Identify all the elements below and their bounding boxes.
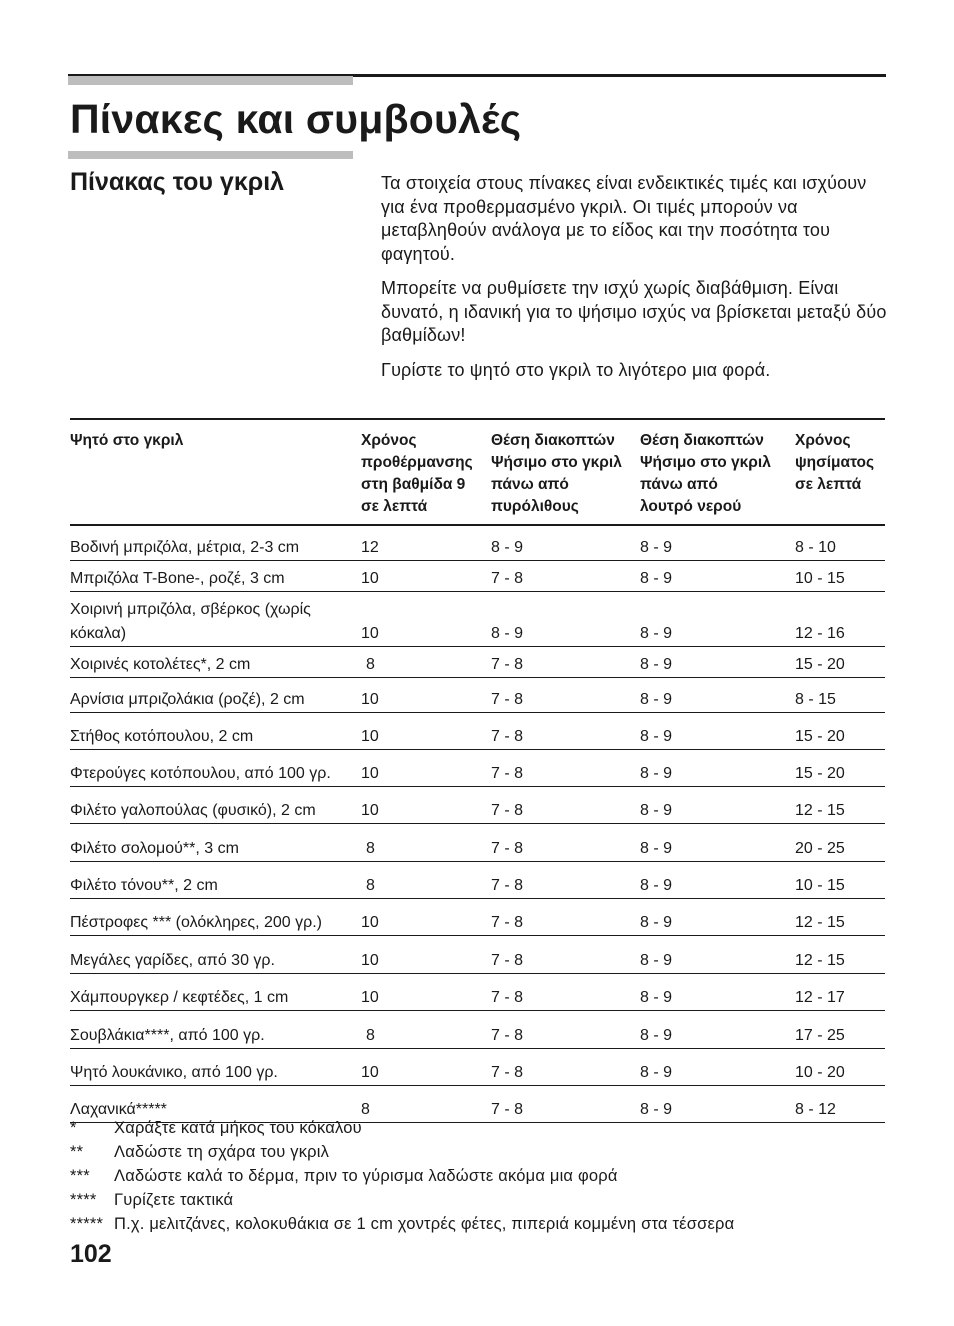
cell-preheat: 8 (366, 656, 375, 673)
cell-food: Χοιρινή μπριζόλα, σβέρκος (χωρίς κόκαλα) (70, 601, 311, 642)
table-header (70, 420, 885, 526)
header-water-bath-setting: Θέση διακοπτών Ψήσιμο στο γκριλ πάνω από λουτρό νερού (640, 432, 771, 515)
cell-lava-stone: 7 - 8 (491, 989, 524, 1006)
cell-preheat: 10 (361, 802, 379, 819)
cell-water-bath: 8 - 9 (640, 952, 673, 969)
footnotes (70, 1116, 890, 1236)
cell-preheat: 8 (366, 1027, 375, 1044)
cell-water-bath: 8 - 9 (640, 1064, 673, 1081)
table-row (70, 678, 885, 713)
table-row (70, 824, 885, 862)
table-row (70, 1011, 885, 1049)
cell-grill-time: 12 - 15 (795, 914, 845, 931)
table-row (70, 750, 885, 787)
top-accent-bar (68, 76, 353, 85)
cell-grill-time: 8 - 15 (795, 691, 836, 708)
footnote (70, 1164, 890, 1188)
cell-grill-time: 10 - 15 (795, 877, 845, 894)
footnote-mark: *** (70, 1167, 90, 1185)
cell-water-bath: 8 - 9 (640, 802, 673, 819)
intro-text (381, 172, 891, 393)
header-food: Ψητό στο γκριλ (70, 432, 184, 449)
table-row (70, 561, 885, 592)
cell-water-bath: 8 - 9 (640, 914, 673, 931)
table-row (70, 862, 885, 899)
cell-grill-time: 12 - 15 (795, 802, 845, 819)
page-title: Πίνακες και συμβουλές (70, 96, 522, 142)
cell-lava-stone: 7 - 8 (491, 914, 524, 931)
cell-water-bath: 8 - 9 (640, 570, 673, 587)
cell-food: Σουβλάκια****, από 100 γρ. (70, 1027, 265, 1044)
cell-water-bath: 8 - 9 (640, 765, 673, 782)
footnote-text: Λαδώστε καλά το δέρμα, πριν το γύρισμα λαδώστε ακόμα μια φορά (114, 1167, 618, 1185)
footnote (70, 1212, 890, 1236)
cell-preheat: 8 (366, 877, 375, 894)
cell-preheat: 10 (361, 914, 379, 931)
cell-food: Φιλέτο τόνου**, 2 cm (70, 877, 218, 894)
footnote-mark: ***** (70, 1215, 104, 1233)
cell-lava-stone: 7 - 8 (491, 1101, 524, 1118)
footnote-text: Π.χ. μελιτζάνες, κολοκυθάκια σε 1 cm χοντρές φέτες, πιπεριά κομμένη στα τέσσερα (114, 1215, 735, 1233)
cell-lava-stone: 7 - 8 (491, 1064, 524, 1081)
cell-preheat: 10 (361, 989, 379, 1006)
cell-grill-time: 15 - 20 (795, 765, 845, 782)
cell-preheat: 8 (361, 1101, 370, 1118)
cell-food: Μεγάλες γαρίδες, από 30 γρ. (70, 952, 275, 969)
grill-table (70, 418, 885, 1123)
cell-grill-time: 8 - 12 (795, 1101, 836, 1118)
table-row (70, 647, 885, 678)
cell-water-bath: 8 - 9 (640, 656, 673, 673)
cell-preheat: 10 (361, 691, 379, 708)
cell-grill-time: 12 - 16 (795, 625, 845, 642)
cell-grill-time: 15 - 20 (795, 728, 845, 745)
cell-food: Φιλέτο γαλοπούλας (φυσικό), 2 cm (70, 802, 316, 819)
cell-preheat: 10 (361, 1064, 379, 1081)
intro-paragraph: Μπορείτε να ρυθμίσετε την ισχύ χωρίς διαβάθμιση. Είναι δυνατό, η ιδανική για το ψήσιμο ισχύς να βρίσκεται μεταξύ δύο βαθμίδων! (381, 278, 887, 345)
intro-paragraph: Τα στοιχεία στους πίνακες είναι ενδεικτικές τιμές και ισχύουν για ένα προθερμασμένο γκριλ. Οι τιμές μπορούν να μεταβληθούν ανάλογα με το είδος και την ποσότητα του φαγητού. (381, 173, 867, 264)
cell-food: Πέστροφες *** (ολόκληρες, 200 γρ.) (70, 914, 322, 931)
cell-food: Ψητό λουκάνικο, από 100 γρ. (70, 1064, 278, 1081)
cell-grill-time: 12 - 15 (795, 952, 845, 969)
cell-water-bath: 8 - 9 (640, 989, 673, 1006)
cell-grill-time: 10 - 15 (795, 570, 845, 587)
cell-preheat: 12 (361, 539, 379, 556)
footnote (70, 1140, 890, 1164)
cell-water-bath: 8 - 9 (640, 1101, 673, 1118)
cell-grill-time: 8 - 10 (795, 539, 836, 556)
cell-food: Στήθος κοτόπουλου, 2 cm (70, 728, 254, 745)
cell-preheat: 10 (361, 570, 379, 587)
cell-grill-time: 20 - 25 (795, 840, 845, 857)
footnote (70, 1188, 890, 1212)
header-preheat-time: Χρόνος προθέρμανσης στη βαθμίδα 9 σε λεπτά (361, 432, 473, 515)
footnote-mark: **** (70, 1191, 97, 1209)
cell-food: Φτερούγες κοτόπουλου, από 100 γρ. (70, 765, 331, 782)
cell-lava-stone: 8 - 9 (491, 625, 524, 642)
cell-water-bath: 8 - 9 (640, 539, 673, 556)
footnote-mark: * (70, 1119, 77, 1137)
section-title: Πίνακας του γκριλ (70, 168, 285, 196)
cell-water-bath: 8 - 9 (640, 728, 673, 745)
cell-food: Βοδινή μπριζόλα, μέτρια, 2-3 cm (70, 539, 300, 556)
header-lava-stone-setting: Θέση διακοπτών Ψήσιμο στο γκριλ πάνω από πυρόλιθους (491, 432, 622, 515)
table-row (70, 713, 885, 750)
table-body (70, 526, 885, 1123)
cell-lava-stone: 7 - 8 (491, 728, 524, 745)
cell-lava-stone: 7 - 8 (491, 691, 524, 708)
footnote-text: Λαδώστε τη σχάρα του γκριλ (114, 1143, 330, 1161)
table-row (70, 974, 885, 1011)
cell-preheat: 10 (361, 765, 379, 782)
footnote-text: Χαράξτε κατά μήκος του κόκαλου (114, 1119, 362, 1137)
section-accent-bar (68, 151, 353, 159)
cell-preheat: 10 (361, 728, 379, 745)
cell-food: Μπριζόλα T-Bone-, ροζέ, 3 cm (70, 570, 285, 587)
table-row (70, 592, 885, 647)
cell-food: Λαχανικά***** (70, 1101, 167, 1118)
cell-grill-time: 17 - 25 (795, 1027, 845, 1044)
cell-food: Φιλέτο σολομού**, 3 cm (70, 840, 239, 857)
cell-grill-time: 10 - 20 (795, 1064, 845, 1081)
cell-water-bath: 8 - 9 (640, 877, 673, 894)
cell-food: Αρνίσια μπριζολάκια (ροζέ), 2 cm (70, 691, 305, 708)
cell-grill-time: 12 - 17 (795, 989, 845, 1006)
table-row (70, 787, 885, 824)
cell-lava-stone: 7 - 8 (491, 765, 524, 782)
table-row (70, 526, 885, 561)
table-row (70, 1049, 885, 1086)
cell-food: Χάμπουργκερ / κεφτέδες, 1 cm (70, 989, 289, 1006)
footnote (70, 1116, 890, 1140)
footnote-text: Γυρίζετε τακτικά (114, 1191, 234, 1209)
cell-food: Χοιρινές κοτολέτες*, 2 cm (70, 656, 251, 673)
cell-lava-stone: 7 - 8 (491, 802, 524, 819)
cell-water-bath: 8 - 9 (640, 691, 673, 708)
footnote-mark: ** (70, 1143, 84, 1161)
table-row (70, 899, 885, 936)
table-row (70, 936, 885, 974)
cell-preheat: 10 (361, 952, 379, 969)
cell-lava-stone: 7 - 8 (491, 877, 524, 894)
cell-lava-stone: 8 - 9 (491, 539, 524, 556)
cell-lava-stone: 7 - 8 (491, 952, 524, 969)
cell-lava-stone: 7 - 8 (491, 1027, 524, 1044)
intro-paragraph: Γυρίστε το ψητό στο γκριλ το λιγότερο μια φορά. (381, 359, 771, 380)
cell-water-bath: 8 - 9 (640, 1027, 673, 1044)
header-grill-time: Χρόνος ψησίματος σε λεπτά (795, 432, 875, 493)
cell-lava-stone: 7 - 8 (491, 570, 524, 587)
cell-preheat: 10 (361, 625, 379, 642)
cell-grill-time: 15 - 20 (795, 656, 845, 673)
page-number: 102 (70, 1240, 112, 1268)
cell-lava-stone: 7 - 8 (491, 840, 524, 857)
cell-preheat: 8 (366, 840, 375, 857)
cell-lava-stone: 7 - 8 (491, 656, 524, 673)
cell-water-bath: 8 - 9 (640, 625, 673, 642)
cell-water-bath: 8 - 9 (640, 840, 673, 857)
